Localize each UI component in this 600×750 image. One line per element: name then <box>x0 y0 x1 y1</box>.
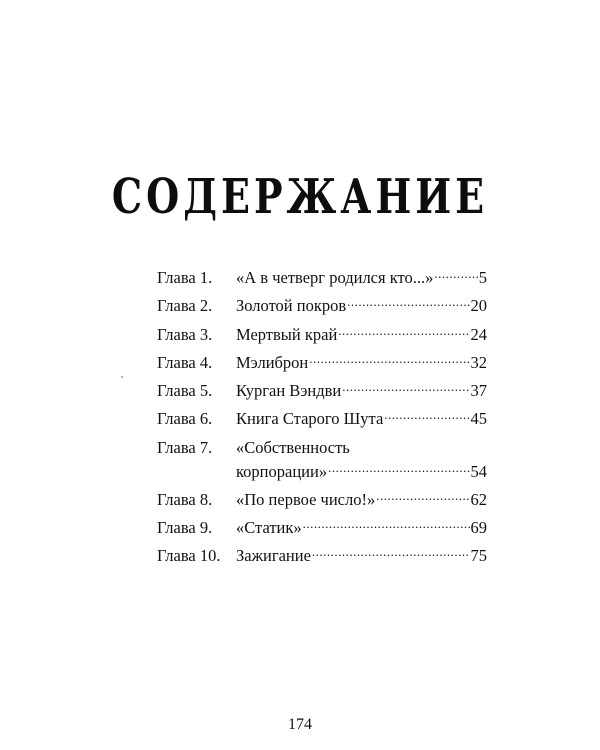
chapter-title: Золотой покров <box>236 296 347 316</box>
page-number: 54 <box>470 461 487 481</box>
page-number: 20 <box>470 296 487 316</box>
dot-leader <box>328 460 469 477</box>
toc-entry[interactable] <box>157 544 487 572</box>
toc-entry[interactable] <box>157 351 487 379</box>
toc-entry[interactable] <box>157 294 487 322</box>
folio-page-number: 174 <box>288 716 312 733</box>
chapter-label: Глава 7. <box>157 437 213 457</box>
page-number: 32 <box>470 352 487 372</box>
toc-entry[interactable] <box>157 436 487 488</box>
toc-entry[interactable] <box>157 407 487 435</box>
page-number: 45 <box>470 409 487 429</box>
dot-leader <box>342 380 469 397</box>
chapter-label: Глава 10. <box>157 546 221 566</box>
dot-leader <box>376 488 469 505</box>
chapter-title-line2: корпорации» <box>236 461 328 481</box>
page-number: 37 <box>470 381 487 401</box>
chapter-title: «По первое число!» <box>236 489 376 509</box>
chapter-label: Глава 1. <box>157 268 213 287</box>
toc-entry[interactable] <box>157 379 487 407</box>
page-title: СОДЕРЖАНИЕ <box>111 168 489 225</box>
chapter-title: Книга Старого Шута <box>236 409 384 429</box>
dot-leader <box>434 267 477 284</box>
page-number: 24 <box>470 324 487 344</box>
chapter-title: «Статик» <box>236 518 302 538</box>
page-number: 69 <box>470 518 487 538</box>
dot-leader <box>309 351 469 368</box>
dot-leader <box>338 323 469 340</box>
dot-leader <box>384 408 469 425</box>
chapter-title: Курган Вэндви <box>236 381 342 401</box>
chapter-label: Глава 9. <box>157 518 213 538</box>
chapter-label: Глава 5. <box>157 381 213 401</box>
chapter-title-line1: «Собственность <box>236 437 350 457</box>
chapter-title: Зажигание <box>236 546 311 566</box>
chapter-title: Мертвый край <box>236 324 338 344</box>
chapter-label: Глава 3. <box>157 324 213 344</box>
chapter-label: Глава 2. <box>157 296 213 316</box>
dot-leader <box>312 545 470 562</box>
table-of-contents <box>157 266 487 573</box>
chapter-title: «А в четверг родился кто...» <box>236 268 434 287</box>
dot-leader <box>303 517 470 534</box>
page-number: 75 <box>470 546 487 566</box>
toc-entry[interactable] <box>157 488 487 516</box>
chapter-label: Глава 8. <box>157 489 213 509</box>
toc-entry[interactable] <box>157 516 487 544</box>
toc-entry[interactable] <box>157 323 487 351</box>
print-speck <box>121 376 123 378</box>
chapter-label: Глава 4. <box>157 352 213 372</box>
page-number: 5 <box>478 268 487 287</box>
chapter-label: Глава 6. <box>157 409 213 429</box>
chapter-title: Мэлиброн <box>236 352 309 372</box>
page-number: 62 <box>470 489 487 509</box>
toc-entry[interactable] <box>157 266 487 294</box>
dot-leader <box>347 295 469 312</box>
